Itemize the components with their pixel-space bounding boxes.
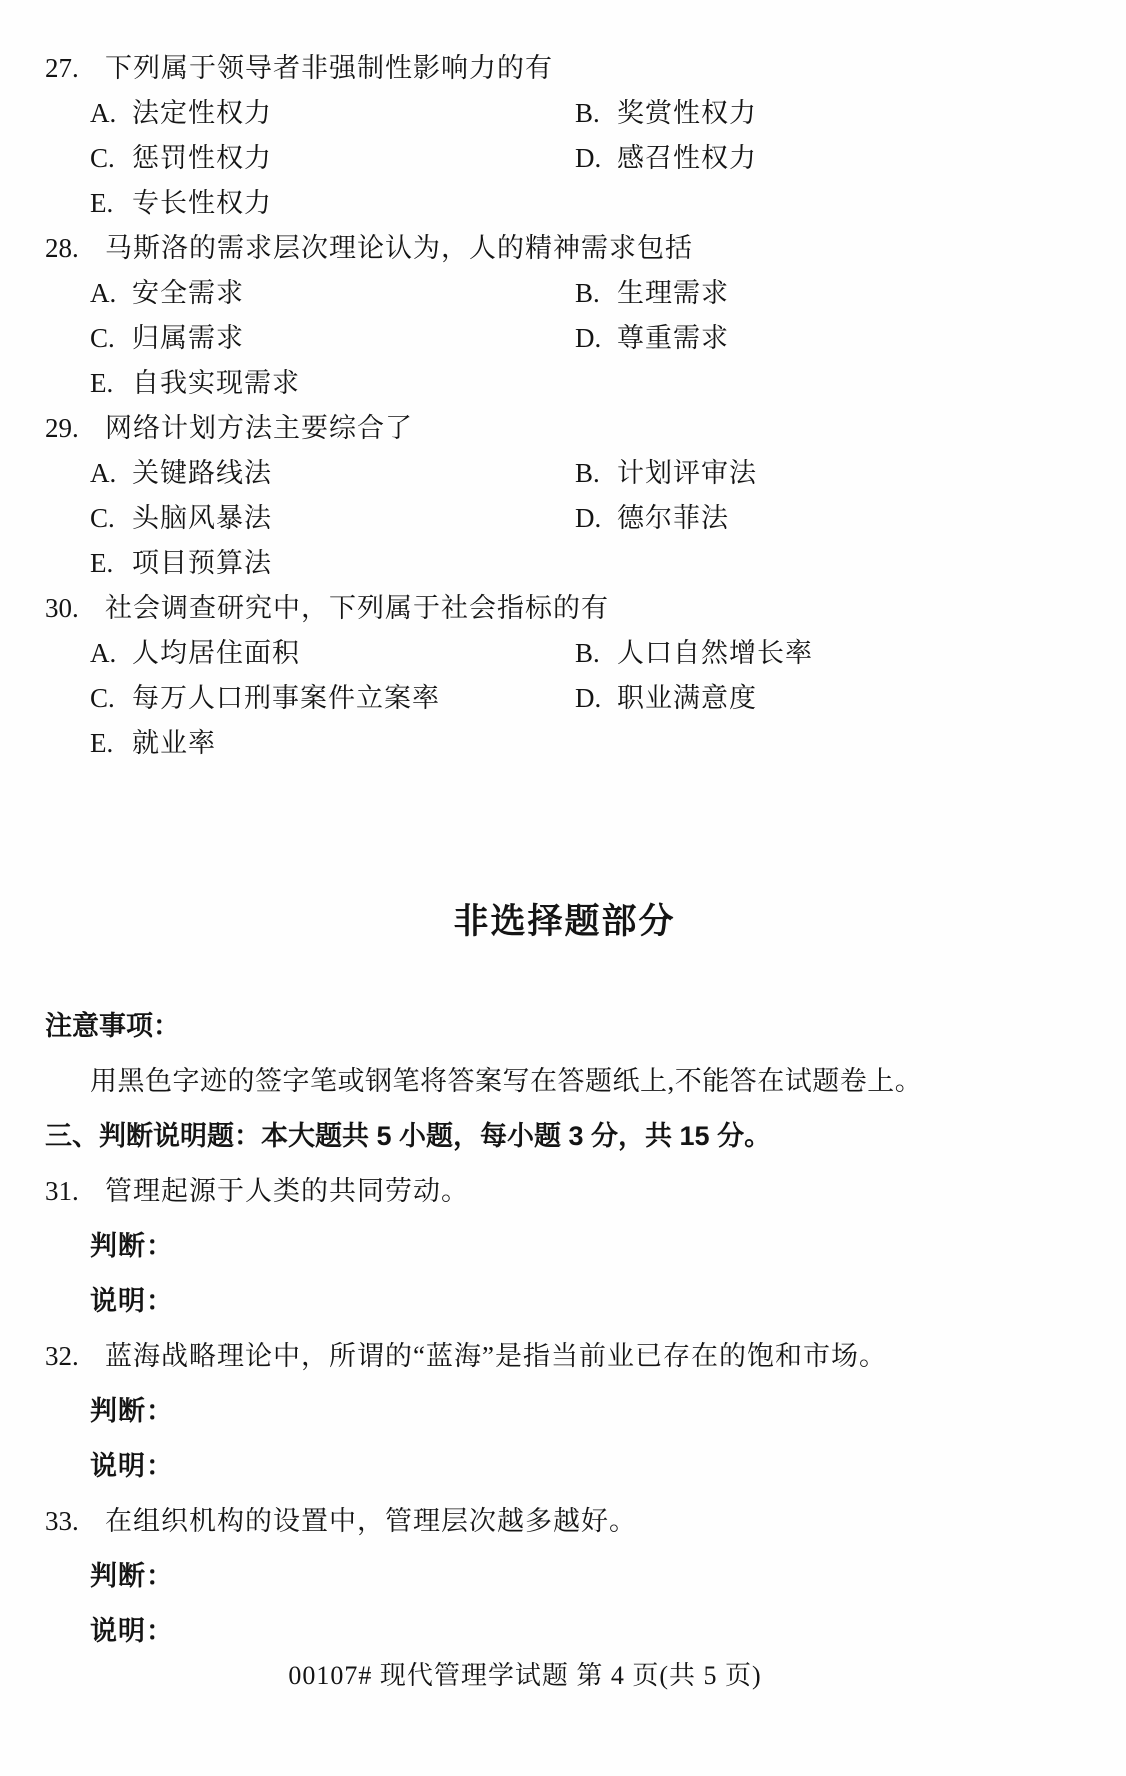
option-label: E. [90,728,114,758]
question-32 [45,1334,1084,1499]
option-label: C. [90,683,115,713]
judge-label: 判断： [90,1396,174,1426]
judge-label: 判断： [90,1561,174,1591]
option-label: D. [575,143,602,173]
multiple-choice-section [45,46,1084,766]
option-text: 奖赏性权力 [617,98,757,128]
option-label: B. [575,638,600,668]
option-label: E. [90,188,114,218]
part3-header: 三、判断说明题：本大题共 5 小题，每小题 3 分，共 15 分。 [45,1121,772,1151]
option-label: A. [90,98,117,128]
option-text: 每万人口刑事案件立案率 [132,683,440,713]
notice-label: 注意事项： [45,1011,180,1041]
question-stem: 管理起源于人类的共同劳动。 [105,1176,469,1206]
option-text: 就业率 [132,728,216,758]
question-number: 28. [45,233,79,263]
option-text: 头脑风暴法 [132,503,272,533]
option-c [90,136,575,175]
explain-label: 说明： [90,1451,174,1481]
option-text: 生理需求 [617,278,729,308]
option-a [90,451,575,490]
notice-text: 用黑色字迹的签字笔或钢笔将答案写在答题纸上,不能答在试题卷上。 [90,1066,923,1096]
option-d [575,316,729,355]
option-label: A. [90,458,117,488]
option-b [575,91,757,130]
option-label: C. [90,323,115,353]
option-text: 惩罚性权力 [132,143,272,173]
question-30 [45,586,1084,766]
question-stem: 网络计划方法主要综合了 [105,413,413,443]
option-text: 项目预算法 [132,548,272,578]
option-d [575,496,729,535]
question-stem: 社会调查研究中，下列属于社会指标的有 [105,593,609,623]
option-label: D. [575,503,602,533]
question-number: 29. [45,413,79,443]
option-label: D. [575,683,602,713]
non-mc-section [45,1004,1084,1664]
question-31 [45,1169,1084,1334]
option-text: 人均居住面积 [132,638,300,668]
option-text: 德尔菲法 [617,503,729,533]
question-stem: 在组织机构的设置中，管理层次越多越好。 [105,1506,637,1536]
option-label: D. [575,323,602,353]
option-label: A. [90,638,117,668]
option-a [90,91,575,130]
option-label: A. [90,278,117,308]
option-text: 人口自然增长率 [617,638,813,668]
option-c [90,316,575,355]
judge-label: 判断： [90,1231,174,1261]
option-text: 法定性权力 [132,98,272,128]
option-b [575,451,757,490]
option-label: C. [90,143,115,173]
explain-label: 说明： [90,1286,174,1316]
question-27 [45,46,1084,226]
question-stem: 蓝海战略理论中，所谓的“蓝海”是指当前业已存在的饱和市场。 [105,1341,887,1371]
explain-label: 说明： [90,1616,174,1646]
question-29 [45,406,1084,586]
question-number: 32. [45,1341,79,1371]
page-footer: 00107# 现代管理学试题 第 4 页(共 5 页) [288,1661,762,1690]
option-e [90,361,575,400]
option-text: 专长性权力 [132,188,272,218]
option-text: 关键路线法 [132,458,272,488]
option-label: B. [575,458,600,488]
option-b [575,631,813,670]
option-e [90,181,575,220]
option-label: C. [90,503,115,533]
option-c [90,496,575,535]
option-text: 计划评审法 [617,458,757,488]
question-number: 31. [45,1176,79,1206]
question-stem: 马斯洛的需求层次理论认为，人的精神需求包括 [105,233,693,263]
question-number: 30. [45,593,79,623]
option-b [575,271,729,310]
option-label: E. [90,548,114,578]
option-label: E. [90,368,114,398]
option-e [90,721,575,760]
option-text: 安全需求 [132,278,244,308]
option-text: 自我实现需求 [132,368,300,398]
option-text: 尊重需求 [617,323,729,353]
section-title: 非选择题部分 [453,902,676,941]
option-d [575,676,757,715]
option-c [90,676,575,715]
question-number: 33. [45,1506,79,1536]
question-28 [45,226,1084,406]
option-d [575,136,757,175]
question-stem: 下列属于领导者非强制性影响力的有 [105,53,553,83]
option-e [90,541,575,580]
question-33 [45,1499,1084,1664]
option-text: 归属需求 [132,323,244,353]
question-number: 27. [45,53,79,83]
option-label: B. [575,98,600,128]
option-text: 感召性权力 [617,143,757,173]
option-a [90,631,575,670]
option-label: B. [575,278,600,308]
option-text: 职业满意度 [617,683,757,713]
option-a [90,271,575,310]
